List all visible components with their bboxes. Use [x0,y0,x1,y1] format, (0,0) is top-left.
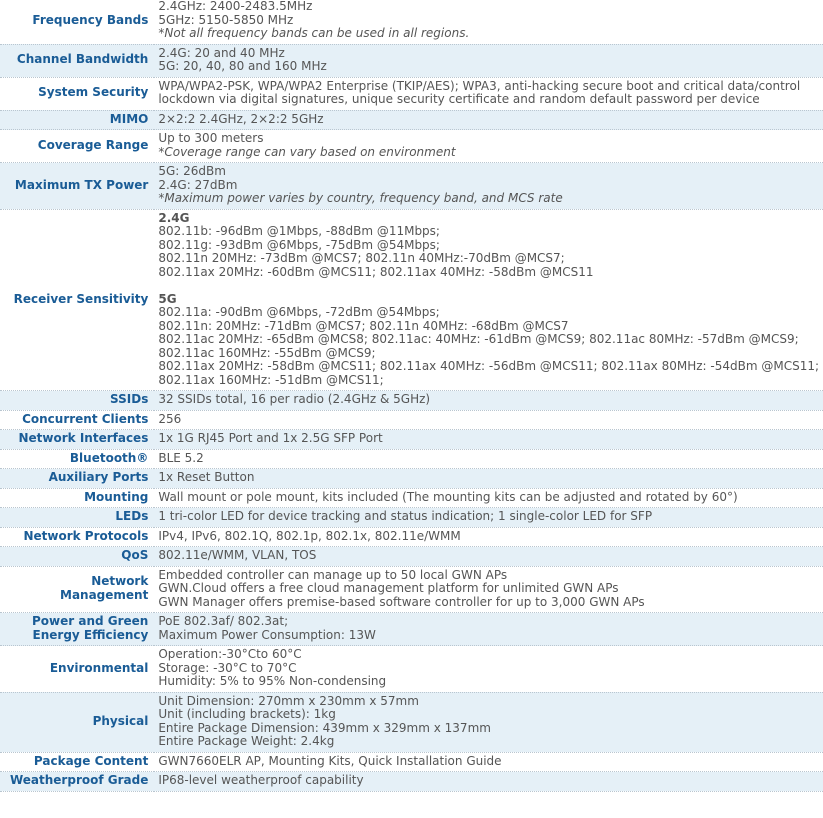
spec-row [0,469,823,489]
spec-value-line: 802.11ax 20MHz: -60dBm @MCS11; 802.11ax 40MHz: -58dBm @MCS11 [158,264,594,279]
spec-row [0,130,823,163]
spec-value [154,449,823,469]
spec-value-line: 2.4G: 27dBm [158,177,238,192]
spec-value-line: Unit Dimension: 270mm x 230mm x 57mm [158,693,419,708]
spec-label: SSIDs [110,392,149,406]
spec-row [0,0,823,44]
spec-label: Network Management [60,574,149,602]
spec-value [154,547,823,567]
spec-row [0,566,823,613]
spec-value-line: 5G: 26dBm [158,164,226,178]
spec-value-line: IP68-level weatherproof capability [158,773,364,787]
spec-value-line: Embedded controller can manage up to 50 local GWN APs [158,567,508,582]
spec-value-line: WPA/WPA2-PSK, WPA/WPA2 Enterprise (TKIP/AES); WPA3, anti-hacking secure boot and critical data/control [158,78,801,93]
spec-value-line: 802.11b: -96dBm @1Mbps, -88dBm @11Mbps; [158,224,440,238]
spec-row [0,613,823,646]
spec-row [0,449,823,469]
spec-value-line: 802.11ax 160MHz: -51dBm @MCS11; [158,372,384,387]
spec-row [0,752,823,772]
spec-row [0,110,823,130]
spec-note: *Coverage range can vary based on environment [158,144,456,159]
spec-label: Frequency Bands [32,12,149,27]
spec-value [154,391,823,411]
spec-subheading: 5G [158,291,177,306]
spec-label: Power and Green Energy Efficiency [31,614,149,642]
spec-label: Auxiliary Ports [48,470,149,484]
spec-value [154,527,823,547]
spec-label: Environmental [49,660,149,675]
spec-value-line: Entire Package Weight: 2.4kg [158,734,335,748]
spec-label: Concurrent Clients [22,411,149,426]
spec-value-line: IPv4, IPv6, 802.1Q, 802.1p, 802.1x, 802.11e/WMM [158,528,461,543]
spec-value [154,772,823,792]
spec-label: Network Interfaces [18,431,149,445]
spec-value-line: 802.11ax 20MHz: -58dBm @MCS11; 802.11ax 40MHz: -56dBm @MCS11; 802.11ax 80MHz: -54dBm @MCS11; [158,359,819,373]
spec-value-line: GWN7660ELR AP, Mounting Kits, Quick Installation Guide [158,753,502,768]
spec-value-line: 1 tri-color LED for device tracking and status indication; 1 single-color LED for SFP [158,509,653,523]
spec-label: Weatherproof Grade [9,773,149,787]
spec-value-line: PoE 802.3af/ 802.3at; [158,614,289,628]
spec-note: *Maximum power varies by country, frequency band, and MCS rate [158,191,563,205]
spec-value-line: 802.11e/WMM, VLAN, TOS [158,548,317,562]
spec-value [154,110,823,130]
spec-row [0,527,823,547]
spec-value [154,646,823,693]
spec-value-line: Storage: -30°C to 70°C [158,660,297,675]
spec-value-line: 802.11ac 160MHz: -55dBm @MCS9; [158,345,376,360]
spec-value [154,130,823,163]
spec-label: Coverage Range [37,137,149,152]
spec-value [154,410,823,430]
spec-value [154,163,823,210]
spec-value-line: 5GHz: 5150-5850 MHz [158,12,294,27]
spec-value-line: Up to 300 meters [158,131,264,145]
spec-value-line: 2.4G: 20 and 40 MHz [158,45,285,60]
spec-value-line: GWN Manager offers premise-based software controller for up to 3,000 GWN APs [158,594,645,609]
spec-value-line: Wall mount or pole mount, kits included (The mounting kits can be adjusted and rotated by 60°) [158,489,738,504]
spec-value [154,469,823,489]
spec-value-line: 1x Reset Button [158,470,255,484]
spec-value-line: Operation:-30°Cto 60°C [158,647,302,661]
spec-value-line: BLE 5.2 [158,450,204,465]
spec-row [0,508,823,528]
spec-label: MIMO [109,111,149,126]
spec-value-line: lockdown via digital signatures, unique security certificate and random default password per device [158,92,760,106]
spec-value-line: 2×2:2 2.4GHz, 2×2:2 5GHz [158,111,324,126]
spec-value-line: 802.11a: -90dBm @6Mbps, -72dBm @54Mbps; [158,305,440,319]
spec-value [154,508,823,528]
spec-value [154,692,823,752]
spec-value [154,77,823,110]
spec-value [154,613,823,646]
spec-label: Network Protocols [23,528,149,543]
spec-value-line: 1x 1G RJ45 Port and 1x 2.5G SFP Port [158,431,383,445]
spec-label: QoS [121,548,149,562]
spec-value [154,488,823,508]
spec-value-line: 802.11ac 20MHz: -65dBm @MCS8; 802.11ac: 40MHz: -61dBm @MCS9; 802.11ac 80MHz: -57dBm @MCS9; [158,332,799,346]
spec-row [0,209,823,391]
spec-row [0,547,823,567]
spec-value [154,566,823,613]
spec-label: Package Content [33,753,149,768]
spec-label: Bluetooth® [69,450,149,465]
spec-value-line: Humidity: 5% to 95% Non-condensing [158,674,387,688]
spec-value [154,209,823,391]
spec-row [0,430,823,450]
spec-value [154,44,823,77]
spec-row [0,488,823,508]
spec-row [0,772,823,792]
spec-value [154,430,823,450]
spec-row [0,77,823,110]
spec-row [0,163,823,210]
spec-label: Maximum TX Power [14,177,149,192]
spec-label: Physical [92,713,149,728]
spec-row [0,692,823,752]
spec-value-line: Entire Package Dimension: 439mm x 329mm x 137mm [158,720,491,735]
spec-value [154,0,823,44]
spec-label: LEDs [115,509,149,523]
spec-row [0,391,823,411]
spec-value-line: 802.11n: 20MHz: -71dBm @MCS7; 802.11n 40MHz: -68dBm @MCS7 [158,318,569,333]
spec-value-line: 802.11n 20MHz: -73dBm @MCS7; 802.11n 40MHz:-70dBm @MCS7; [158,251,565,265]
spec-label: Mounting [84,489,149,504]
spec-value-line: Unit (including brackets): 1kg [158,707,336,721]
spec-value [154,752,823,772]
spec-value-line: 2.4GHz: 2400-2483.5MHz [158,0,313,13]
spec-value-line: 802.11g: -93dBm @6Mbps, -75dBm @54Mbps; [158,237,440,252]
spec-value-line: GWN.Cloud offers a free cloud management platform for unlimited GWN APs [158,581,619,595]
spec-subheading: 2.4G [158,210,190,225]
spec-row [0,646,823,693]
spec-value-line: Maximum Power Consumption: 13W [158,627,376,642]
spec-value-line: 256 [158,411,182,426]
spec-label: System Security [38,85,149,100]
spec-label: Receiver Sensitivity [13,291,149,306]
spec-row [0,410,823,430]
spec-value-line: 32 SSIDs total, 16 per radio (2.4GHz & 5GHz) [158,392,431,406]
spec-value-line: 5G: 20, 40, 80 and 160 MHz [158,59,327,73]
spec-value-line [158,279,819,293]
spec-label: Channel Bandwidth [16,52,149,67]
spec-note: *Not all frequency bands can be used in all regions. [158,26,470,40]
spec-row [0,44,823,77]
